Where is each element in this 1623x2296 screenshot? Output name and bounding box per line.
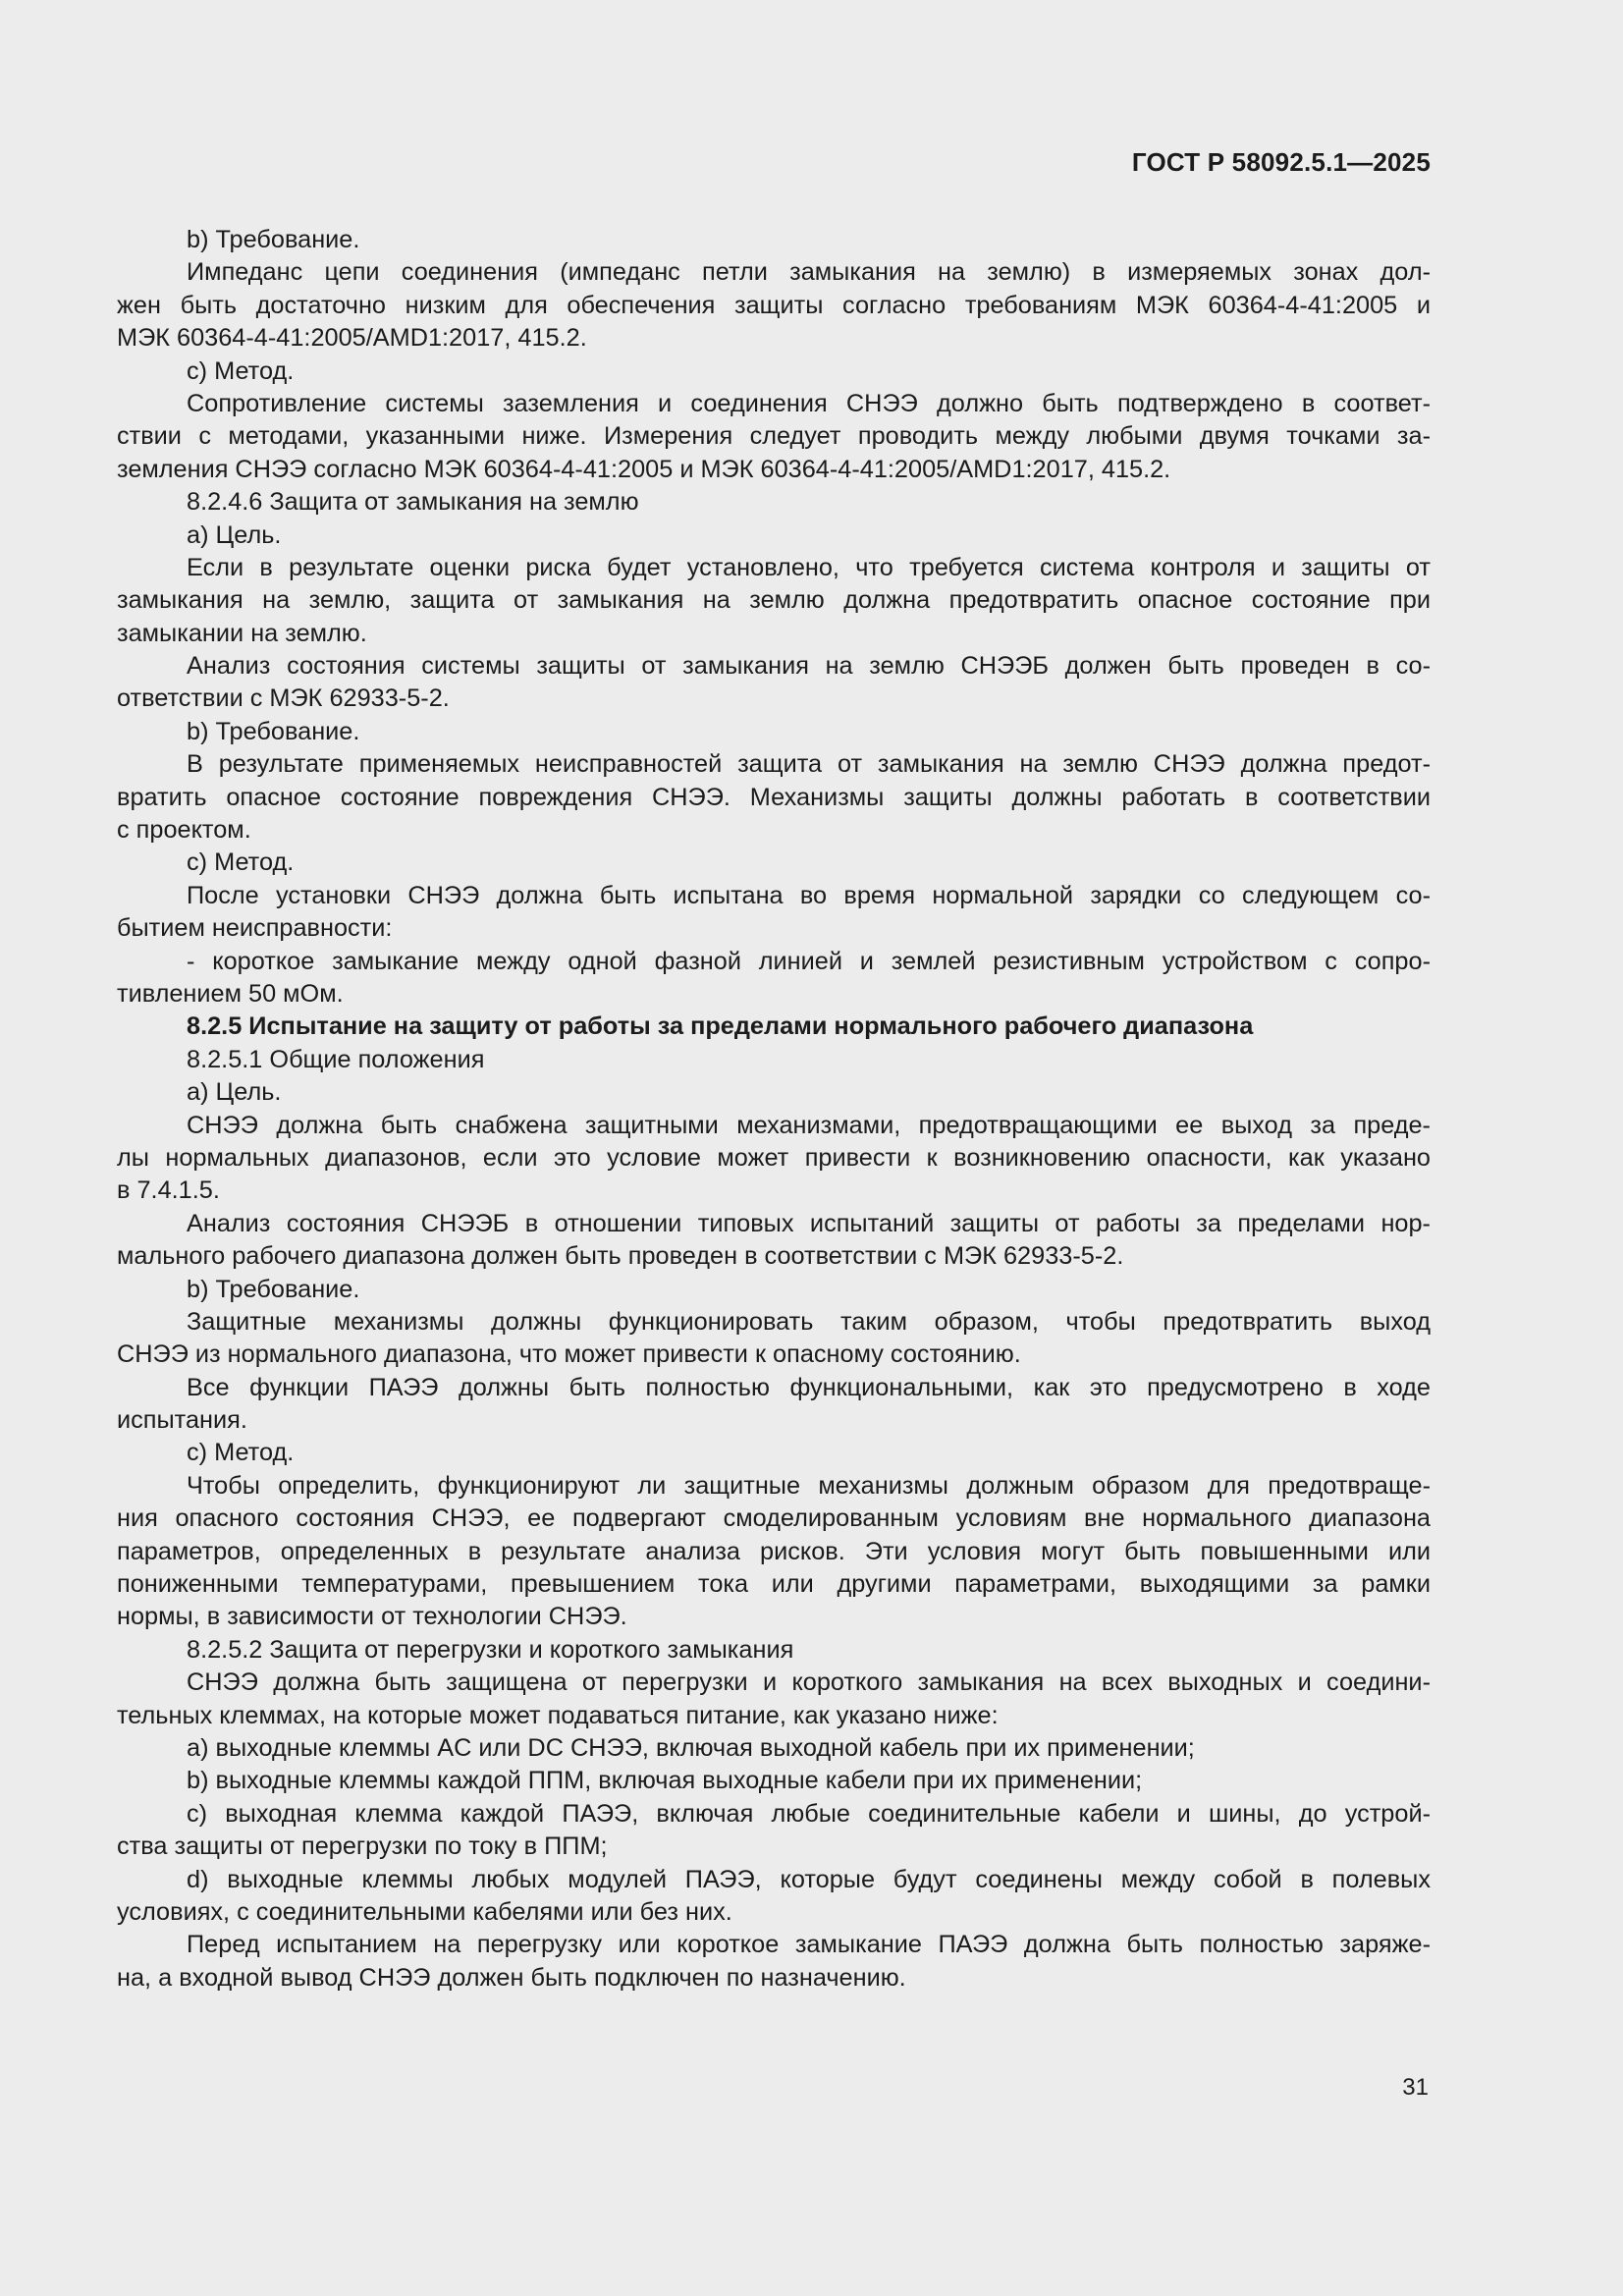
text-line: параметров, определенных в результате анализа рисков. Эти условия могут быть повышенными или (117, 1537, 1431, 1565)
list-item: c) выходная клемма каждой ПАЭЭ, включая любые соединительные кабели и шины, до устрой- (187, 1799, 1431, 1828)
list-item: - короткое замыкание между одной фазной линией и землей резистивным устройством с сопро- (187, 947, 1431, 975)
text-line: с проектом. (117, 816, 251, 845)
page-number: 31 (1402, 2074, 1429, 2101)
text-line: в 7.4.1.5. (117, 1176, 220, 1205)
text-line: жен быть достаточно низким для обеспечения защиты согласно требованиям МЭК 60364-4-41:2005 и (117, 291, 1431, 319)
text-line: МЭК 60364-4-41:2005/AMD1:2017, 415.2. (117, 324, 587, 353)
document-header: ГОСТ Р 58092.5.1—2025 (1131, 147, 1431, 177)
list-item: a) выходные клеммы AC или DC СНЭЭ, включая выходной кабель при их применении; (187, 1733, 1195, 1762)
text-line: b) Требование. (187, 1275, 360, 1303)
text-line: ния опасного состояния СНЭЭ, ее подвергают смоделированным условиям вне нормального диапазона (117, 1504, 1431, 1533)
text-line: c) Метод. (187, 356, 295, 385)
section-heading: 8.2.5.2 Защита от перегрузки и короткого замыкания (187, 1635, 794, 1664)
text-line: лы нормальных диапазонов, если это условие может привести к возникновению опасности, как указано (117, 1143, 1431, 1172)
text-line: Все функции ПАЭЭ должны быть полностью функциональными, как это предусмотрено в ходе (187, 1373, 1431, 1401)
text-line: бытием неисправности: (117, 914, 393, 943)
text-line: ствии с методами, указанными ниже. Измерения следует проводить между любыми двумя точками за- (117, 422, 1431, 451)
text-line: ответствии с МЭК 62933-5-2. (117, 684, 450, 713)
text-line: После установки СНЭЭ должна быть испытана во время нормальной зарядки со следующем со- (187, 881, 1431, 909)
text-line: ства защиты от перегрузки по току в ППМ; (117, 1832, 608, 1861)
text-line: Перед испытанием на перегрузку или короткое замыкание ПАЭЭ должна быть полностью заряже- (187, 1931, 1431, 1959)
text-line: b) Требование. (187, 226, 360, 253)
text-line: испытания. (117, 1406, 247, 1435)
text-line: Чтобы определить, функционируют ли защитные механизмы должным образом для предотвраще- (187, 1471, 1431, 1500)
text-line: c) Метод. (187, 1439, 295, 1467)
section-heading: 8.2.5.1 Общие положения (187, 1045, 485, 1073)
text-line: c) Метод. (187, 848, 295, 877)
list-item: b) выходные клеммы каждой ППМ, включая выходные кабели при их применении; (187, 1767, 1143, 1795)
text-line: мального рабочего диапазона должен быть проведен в соответствии с МЭК 62933-5-2. (117, 1242, 1124, 1271)
text-line: нормы, в зависимости от технологии СНЭЭ. (117, 1603, 627, 1631)
text-line: тельных клеммах, на которые может подаваться питание, как указано ниже: (117, 1701, 999, 1729)
text-line: a) Цель. (187, 520, 282, 549)
text-line: СНЭЭ должна быть снабжена защитными механизмами, предотвращающими ее выход за преде- (187, 1111, 1431, 1139)
text-line: Сопротивление системы заземления и соединения СНЭЭ должно быть подтверждено в соответ- (187, 389, 1431, 417)
text-line: замыкания на землю, защита от замыкания на землю должна предотвратить опасное состояние при (117, 586, 1431, 615)
text-line: СНЭЭ из нормального диапазона, что может привести к опасному состоянию. (117, 1340, 1021, 1369)
document-body (117, 224, 1431, 1995)
text-line: тивлением 50 мОм. (117, 979, 344, 1008)
text-line: a) Цель. (187, 1078, 282, 1107)
text-line: Импеданс цепи соединения (импеданс петли замыкания на землю) в измеряемых зонах дол- (187, 258, 1431, 287)
text-line: на, а входной вывод СНЭЭ должен быть подключен по назначению. (117, 1963, 906, 1992)
text-line: вратить опасное состояние повреждения СНЭЭ. Механизмы защиты должны работать в соответствии (117, 783, 1431, 811)
text-line: b) Требование. (187, 717, 360, 745)
text-line: замыкании на землю. (117, 619, 367, 647)
text-line: СНЭЭ должна быть защищена от перегрузки и короткого замыкания на всех выходных и соедини- (187, 1668, 1431, 1697)
list-item: d) выходные клеммы любых модулей ПАЭЭ, которые будут соединены между собой в полевых (187, 1865, 1431, 1893)
text-line: пониженными температурами, превышением тока или другими параметрами, выходящими за рамки (117, 1570, 1431, 1599)
section-heading-bold: 8.2.5 Испытание на защиту от работы за пределами нормального рабочего диапазона (187, 1012, 1254, 1041)
text-line: Защитные механизмы должны функционировать таким образом, чтобы предотвратить выход (187, 1307, 1431, 1336)
text-line: условиях, с соединительными кабелями или без них. (117, 1897, 732, 1926)
text-line: Анализ состояния системы защиты от замыкания на землю СНЭЭБ должен быть проведен в со- (187, 652, 1431, 681)
text-line: Анализ состояния СНЭЭБ в отношении типовых испытаний защиты от работы за пределами нор- (187, 1209, 1431, 1237)
text-line: В результате применяемых неисправностей защита от замыкания на землю СНЭЭ должна предот- (187, 750, 1431, 779)
text-line: Если в результате оценки риска будет установлено, что требуется система контроля и защиты от (187, 553, 1431, 581)
text-line: земления СНЭЭ согласно МЭК 60364-4-41:2005 и МЭК 60364-4-41:2005/AMD1:2017, 415.2. (117, 455, 1171, 483)
section-heading: 8.2.4.6 Защита от замыкания на землю (187, 488, 639, 517)
